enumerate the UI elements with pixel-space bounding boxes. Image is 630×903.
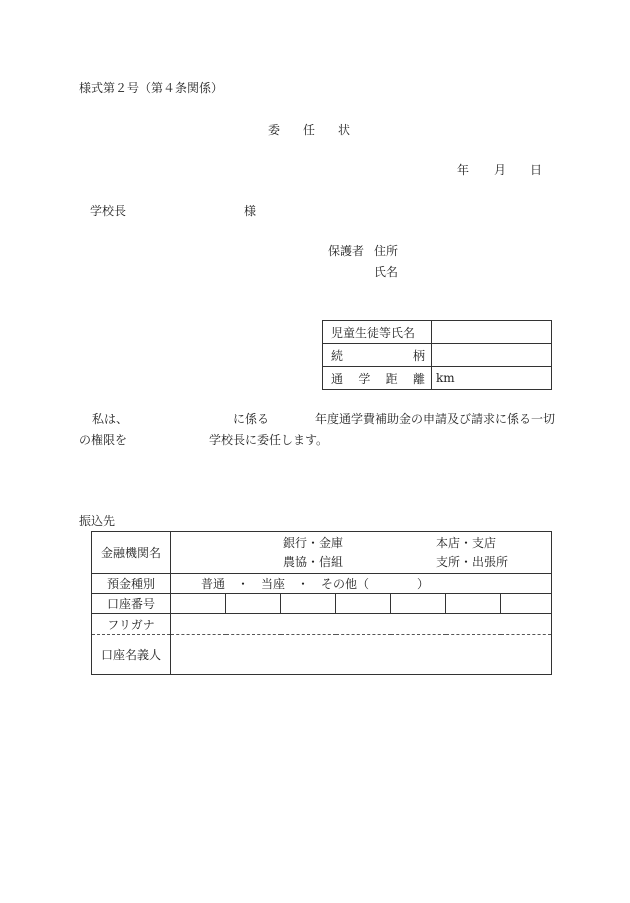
guardian-name-label: 氏名 xyxy=(374,265,399,279)
account-digit-cell[interactable] xyxy=(336,594,391,614)
commute-distance-label xyxy=(323,367,432,390)
body-line1-start: 私は、 xyxy=(92,412,129,426)
document-title xyxy=(268,122,350,138)
commute-distance-value[interactable]: km xyxy=(432,367,552,390)
student-table xyxy=(322,320,552,390)
transfer-section-label: 振込先 xyxy=(79,514,116,528)
bank-types-line2: 農協・信組 xyxy=(283,555,344,569)
table-row xyxy=(92,574,552,594)
table-row xyxy=(92,594,552,614)
account-digit-cell[interactable] xyxy=(171,594,226,614)
relationship-value[interactable] xyxy=(432,344,552,367)
bank-table xyxy=(91,531,552,675)
title-char: 任 xyxy=(302,123,315,137)
institution-value[interactable] xyxy=(171,532,552,574)
guardian-address-label: 住所 xyxy=(374,244,399,258)
account-digit-cell[interactable] xyxy=(391,594,446,614)
branch-types-line2: 支所・出張所 xyxy=(436,555,509,569)
table-row xyxy=(92,614,552,635)
label-char: 離 xyxy=(412,371,425,386)
body-line2-start: の権限を xyxy=(79,433,128,447)
student-name-value[interactable] xyxy=(432,321,552,344)
title-char: 状 xyxy=(337,123,350,137)
label-char: 通 xyxy=(331,371,344,386)
date-year: 年 xyxy=(457,163,470,177)
table-row xyxy=(323,344,552,367)
label-char: 距 xyxy=(385,371,398,386)
bank-types-line1: 銀行・金庫 xyxy=(283,536,344,550)
date-day: 日 xyxy=(530,163,543,177)
date-month: 月 xyxy=(494,163,507,177)
honorific: 様 xyxy=(244,204,257,218)
guardian-label: 保護者 xyxy=(328,244,365,258)
label-char: 続 xyxy=(331,348,344,363)
branch-types-line1: 本店・支店 xyxy=(436,536,497,550)
account-digit-cell[interactable] xyxy=(281,594,336,614)
account-number-label: 口座番号 xyxy=(92,594,171,614)
table-row xyxy=(323,367,552,390)
label-char: 柄 xyxy=(412,348,425,363)
table-row xyxy=(92,532,552,574)
furigana-value[interactable] xyxy=(171,614,552,635)
deposit-type-label: 預金種別 xyxy=(92,574,171,594)
body-line1-rest: 年度通学費補助金の申請及び請求に係る一切 xyxy=(315,412,556,426)
form-number: 様式第２号（第４条関係） xyxy=(79,81,224,95)
relationship-label xyxy=(323,344,432,367)
student-name-label: 児童生徒等氏名 xyxy=(323,321,432,344)
deposit-type-options[interactable]: 普通 ・ 当座 ・ その他（ ） xyxy=(171,574,552,594)
table-row xyxy=(92,635,552,675)
account-digit-cell[interactable] xyxy=(226,594,281,614)
body-line1-kakaru: に係る xyxy=(233,412,270,426)
account-holder-label: 口座名義人 xyxy=(92,635,171,675)
body-line2-rest: 学校長に委任します。 xyxy=(209,433,329,447)
label-char: 学 xyxy=(358,371,371,386)
principal-label: 学校長 xyxy=(90,204,127,218)
table-row xyxy=(323,321,552,344)
account-digit-cell[interactable] xyxy=(501,594,552,614)
account-digit-cell[interactable] xyxy=(446,594,501,614)
furigana-label: フリガナ xyxy=(92,614,171,635)
account-holder-value[interactable] xyxy=(171,635,552,675)
institution-label: 金融機関名 xyxy=(92,532,171,574)
title-char: 委 xyxy=(268,123,281,137)
